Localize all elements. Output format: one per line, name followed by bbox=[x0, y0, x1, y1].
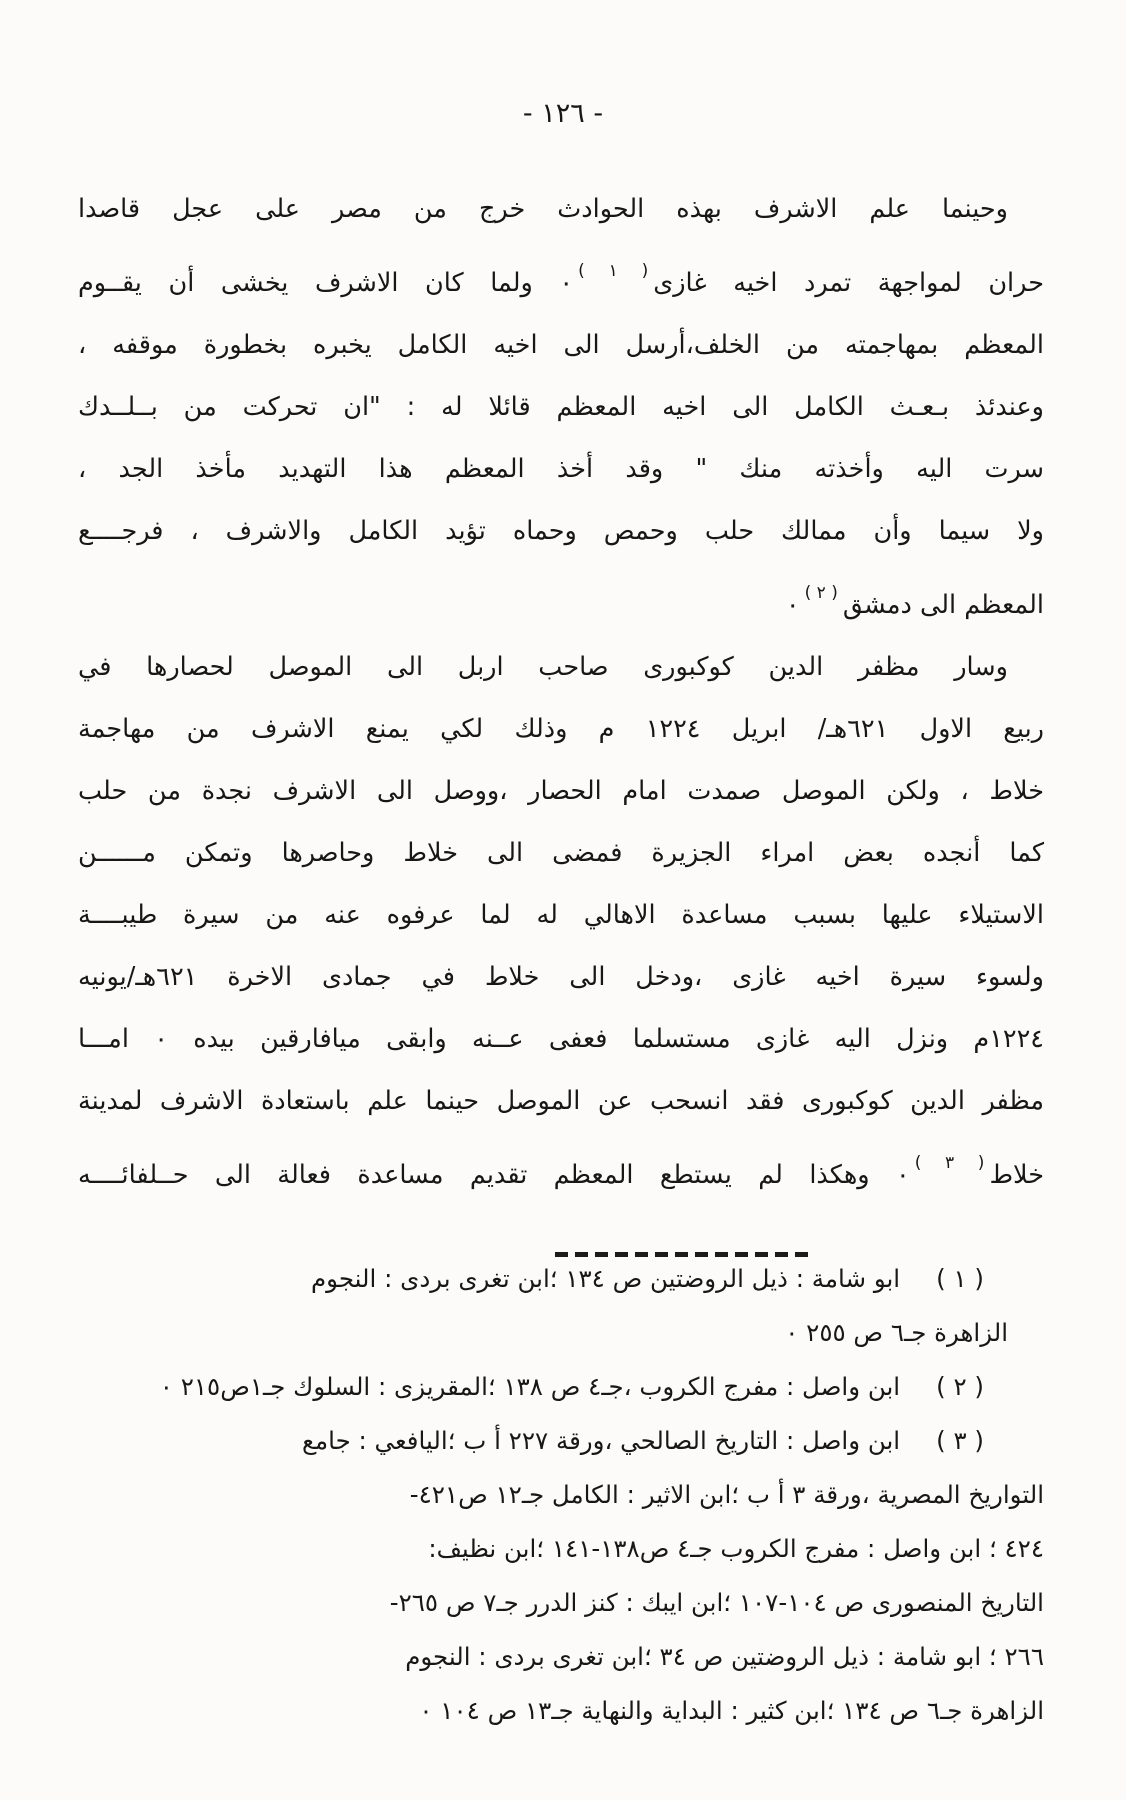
footnotes bbox=[56, 1252, 1044, 1738]
text-line: ولسوء سيرة اخيه غازى ،ودخل الى خلاط في جمادى الاخرة ٦٢١هـ/يونيه bbox=[78, 962, 1044, 992]
footnote-line: الزاهرة جـ٦ ص ١٣٤ ؛ابن كثير : البداية والنهاية جـ١٣ ص ١٠٤ ٠ bbox=[419, 1696, 1044, 1725]
footnote-line bbox=[56, 1252, 1044, 1306]
text-line: سرت اليه وأخذته منك " وقد أخذ المعظم هذا التهديد مأخذ الجد ، bbox=[78, 454, 1044, 484]
footnote-text: ابن واصل : التاريخ الصالحي ،ورقة ٢٢٧ أ ب ؛اليافعي : جامع bbox=[301, 1426, 901, 1455]
line-text: ٠ وهكذا لم يستطع المعظم تقديم مساعدة فعالة الى حــلفائــــه bbox=[78, 1160, 910, 1190]
footnote-number: ( ١ ) bbox=[936, 1264, 984, 1293]
footnote-line: التاريخ المنصورى ص ١٠٤-١٠٧ ؛ابن ايبك : كنز الدرر جـ٧ ص ٢٦٥- bbox=[389, 1588, 1044, 1617]
footnote-item bbox=[56, 1252, 1044, 1360]
text-line bbox=[78, 562, 1044, 636]
line-text: ٠ ولما كان الاشرف يخشى أن يقــوم bbox=[78, 268, 574, 298]
text-line: ولا سيما وأن ممالك حلب وحمص وحماه تؤيد الكامل والاشرف ، فرجــــع bbox=[78, 516, 1044, 546]
footnote-line bbox=[56, 1360, 1044, 1414]
footnote-ref-3: ( ٣ ) bbox=[914, 1153, 985, 1173]
text-line: خلاط ، ولكن الموصل صمدت امام الحصار ،ووصل الى الاشرف نجدة من حلب bbox=[78, 776, 1044, 806]
footnote-line bbox=[56, 1414, 1044, 1468]
footnote-line: الزاهرة جـ٦ ص ٢٥٥ ٠ bbox=[785, 1318, 1008, 1347]
text-line: وعندئذ بـعـث الكامل الى اخيه المعظم قائلا له : "ان تحركت من بــلــدك bbox=[78, 392, 1044, 422]
footnote-text: ابو شامة : ذيل الروضتين ص ١٣٤ ؛ابن تغرى بردى : النجوم bbox=[311, 1264, 901, 1293]
text-line: المعظم بمهاجمته من الخلف،أرسل الى اخيه الكامل يخبره بخطورة موقفه ، bbox=[78, 330, 1044, 360]
footnote-number: ( ٢ ) bbox=[936, 1372, 984, 1401]
text-line: ربيع الاول ٦٢١هـ/ ابريل ١٢٢٤ م وذلك لكي يمنع الاشرف من مهاجمة bbox=[78, 714, 1044, 744]
footnote-line: ٤٢٤ ؛ ابن واصل : مفرج الكروب جـ٤ ص١٣٨-١٤١ ؛ابن نظيف: bbox=[428, 1534, 1044, 1563]
footnote-number: ( ٣ ) bbox=[936, 1426, 984, 1455]
page-number: - ١٢٦ - bbox=[522, 98, 604, 129]
line-text: حران لمواجهة تمرد اخيه غازى bbox=[653, 268, 1044, 298]
text-line: ١٢٢٤م ونزل اليه غازى مستسلما فعفى عــنه وابقى ميافارقين بيده ٠ امـــا bbox=[78, 1024, 1044, 1054]
line-text: المعظم الى دمشق bbox=[842, 590, 1044, 620]
footnote-line: ٢٦٦ ؛ ابو شامة : ذيل الروضتين ص ٣٤ ؛ابن تغرى بردى : النجوم bbox=[405, 1642, 1044, 1671]
line-text: خلاط bbox=[989, 1160, 1044, 1190]
footnote-line: التواريخ المصرية ،ورقة ٣ أ ب ؛ابن الاثير : الكامل جـ١٢ ص٤٢١- bbox=[409, 1480, 1044, 1509]
footnote-item bbox=[56, 1414, 1044, 1738]
text-line: وحينما علم الاشرف بهذه الحوادث خرج من مصر على عجل قاصدا bbox=[78, 194, 1008, 224]
text-line: وسار مظفر الدين كوكبورى صاحب اربل الى الموصل لحصارها في bbox=[78, 652, 1008, 682]
text-line: كما أنجده بعض امراء الجزيرة فمضى الى خلاط وحاصرها وتمكن مــــــن bbox=[78, 838, 1044, 868]
footnote-ref-2: ( ٢ ) bbox=[804, 583, 838, 603]
line-text: ٠ bbox=[785, 590, 800, 620]
text-line bbox=[78, 1132, 1044, 1206]
footnote-ref-1: ( ١ ) bbox=[578, 261, 649, 281]
text-line bbox=[78, 240, 1044, 314]
footnote-item bbox=[56, 1360, 1044, 1414]
body-text bbox=[78, 178, 1044, 1257]
footnote-text: ابن واصل : مفرج الكروب ،جـ٤ ص ١٣٨ ؛المقريزى : السلوك جـ١ص٢١٥ ٠ bbox=[159, 1372, 901, 1401]
text-line: مظفر الدين كوكبورى فقد انسحب عن الموصل حينما علم باستعادة الاشرف لمدينة bbox=[78, 1086, 1044, 1116]
text-line: الاستيلاء عليها بسبب مساعدة الاهالي له لما عرفوه عنه من سيرة طيبــــة bbox=[78, 900, 1044, 930]
